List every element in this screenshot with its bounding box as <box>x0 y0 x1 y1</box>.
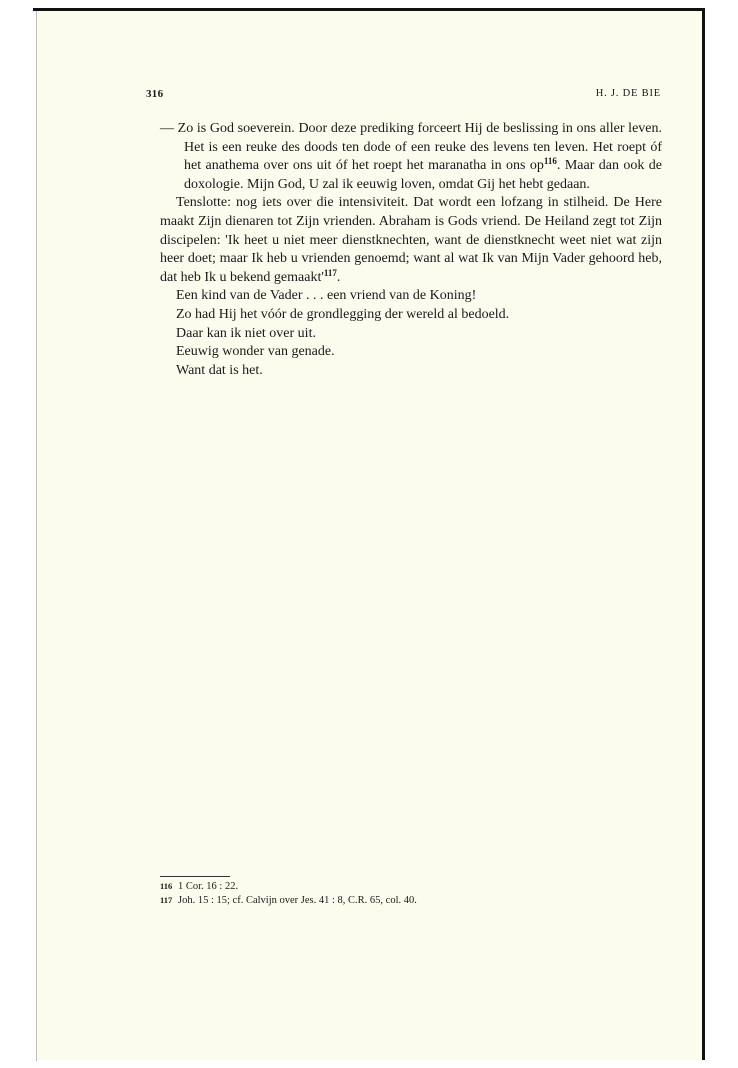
footnote-text: Joh. 15 : 15; cf. Calvijn over Jes. 41 : 8, C.R. 65, col. 40. <box>178 894 417 906</box>
running-head <box>146 88 661 104</box>
paragraph-text: . <box>336 269 341 285</box>
paragraph-text: . Maar dan ook de doxologie. Mijn God, U zal ik eeuwig loven, omdat Gij het hebt gedaan. <box>184 158 662 192</box>
paragraph-sovereignty <box>160 120 662 194</box>
paragraph-text: — Zo is God soeverein. Door deze prediking forceert Hij de beslissing in ons aller leven. Het is een reuke des doods ten dode of een reuke des levens ten leven. Het roept óf het anathema over ons uit óf het roept het maranatha in ons op <box>160 121 662 174</box>
paragraph-intensity <box>160 194 662 287</box>
paragraph-text: Tenslotte: nog iets over die intensiviteit. Dat wordt een lofzang in stilheid. De Here maakt Zijn dienaren tot Zijn vrienden. Abraham is Gods vriend. De Heiland zegt tot Zijn discipelen: 'Ik heet u niet meer dienstknechten, want de dienstknecht weet niet wat zijn heer doet; maar Ik heb u vrienden genoemd; want al wat Ik van Mijn Vader gehoord heb, dat heb Ik u bekend gemaakt' <box>160 195 662 285</box>
body-text <box>160 120 662 380</box>
page-number: 316 <box>146 88 164 100</box>
closing-line: Daar kan ik niet over uit. <box>176 325 316 341</box>
footnote-number: 117 <box>160 894 173 905</box>
footnote-reference-116[interactable]: 116 <box>543 156 557 167</box>
closing-line: Eeuwig wonder van genade. <box>176 344 335 360</box>
footnotes <box>160 880 660 907</box>
page-frame-right-edge <box>702 8 705 1060</box>
footnote-116 <box>160 880 660 894</box>
closing-line: Zo had Hij het vóór de grondlegging der wereld al bedoeld. <box>176 306 510 322</box>
footnote-reference-117[interactable]: 117 <box>323 267 337 278</box>
footnote-number: 116 <box>160 881 173 891</box>
footnote-117 <box>160 894 660 908</box>
footnote-text: 1 Cor. 16 : 22. <box>178 881 239 892</box>
closing-line: Want dat is het. <box>176 362 263 378</box>
footnote-divider <box>160 876 230 877</box>
running-head-author: H. J. DE BIE <box>595 88 661 99</box>
closing-line: Een kind van de Vader . . . een vriend van de Koning! <box>176 288 477 304</box>
